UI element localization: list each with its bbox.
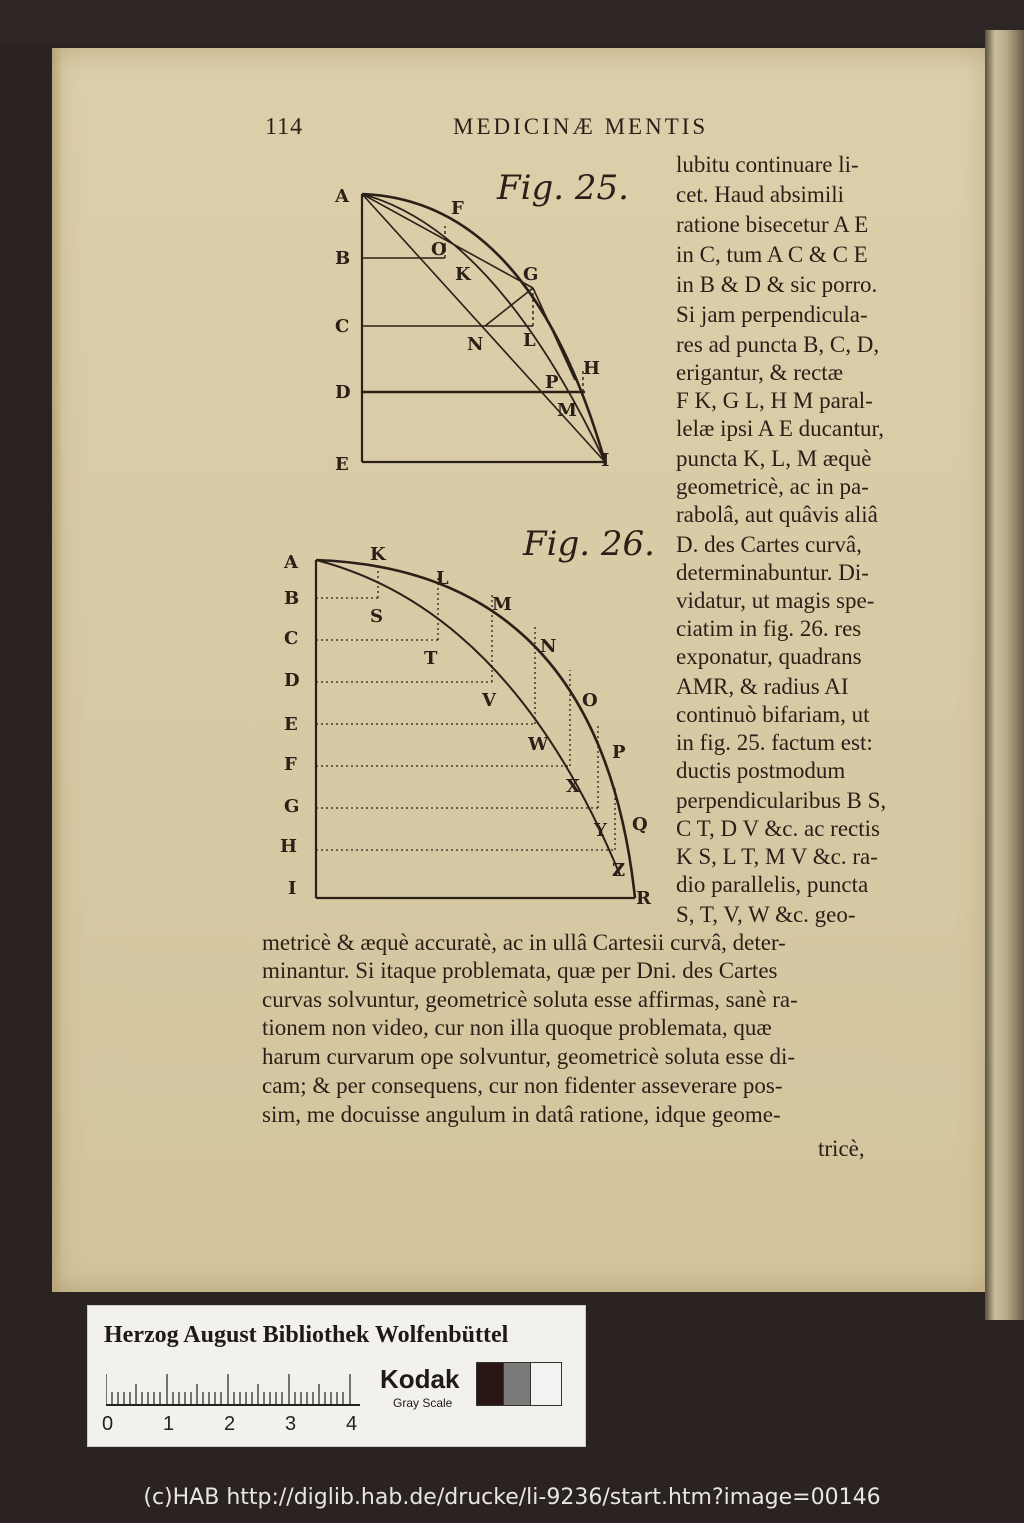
fig26-label-T: T [424, 648, 438, 669]
ruler-label-1: 1 [163, 1413, 175, 1435]
fig26-label-H: H [280, 836, 298, 857]
fig26-label-K: K [370, 544, 386, 565]
text-line: curvas solvuntur, geometricè soluta esse affirmas, sanè ra- [262, 987, 798, 1012]
text-line: sim, me docuisse angulum in datâ ratione, idque geome- [262, 1102, 781, 1127]
catchword: tricè, [818, 1136, 865, 1161]
fig25-label-B: B [335, 248, 351, 269]
figure-25-diagram [325, 160, 655, 480]
fig25-label-N: N [467, 334, 484, 355]
text-line: dio parallelis, puncta [676, 872, 869, 897]
ruler-label-0: 0 [102, 1413, 114, 1435]
fig25-label-F: F [451, 198, 464, 219]
ruler-scale [106, 1374, 360, 1406]
text-line: K S, L T, M V &c. ra- [676, 844, 878, 869]
gray-scale-label: Gray Scale [393, 1396, 453, 1410]
fig26-label-X: X [566, 776, 580, 797]
fig25-label-M: M [557, 400, 577, 421]
fig25-label-G: G [523, 264, 539, 285]
ruler-label-3: 3 [285, 1413, 297, 1435]
fig25-label-A: A [335, 186, 349, 207]
fig25-label-I: I [601, 450, 610, 471]
gray-patch-light [530, 1362, 562, 1406]
fig26-label-V: V [482, 690, 496, 711]
fig26-label-Q: Q [632, 814, 648, 835]
fig26-label-Y: Y [594, 820, 607, 841]
fig25-label-L: L [523, 330, 536, 351]
text-line: vidatur, ut magis spe- [676, 588, 875, 613]
fig26-label-S: S [370, 606, 383, 627]
ruler-label-4: 4 [346, 1413, 358, 1435]
text-line: ciatim in fig. 26. res [676, 616, 862, 641]
fig25-label-C: C [335, 316, 350, 337]
gray-patch-mid [503, 1362, 531, 1406]
fig25-label-K: K [455, 264, 471, 285]
text-line: in C, tum A C & C E [676, 242, 868, 267]
fig25-label-P: P [545, 372, 559, 393]
fig26-label-W: W [528, 734, 549, 755]
text-line: lelæ ipsi A E ducantur, [676, 416, 884, 441]
figure-25 [325, 160, 655, 480]
page-number: 114 [265, 114, 304, 140]
text-line: continuò bifariam, ut [676, 702, 870, 727]
page-header [0, 114, 1024, 148]
text-line: rabolâ, aut quâvis aliâ [676, 502, 878, 527]
text-line: cet. Haud absimili [676, 182, 844, 207]
fig26-label-O: O [582, 690, 598, 711]
fig25-label-E: E [335, 454, 349, 475]
text-line: erigantur, & rectæ [676, 360, 844, 385]
text-line: puncta K, L, M æquè [676, 446, 872, 471]
figure-26-diagram [270, 530, 675, 915]
facing-page-edge [985, 30, 1024, 1320]
kodak-logo: Kodak [380, 1364, 460, 1394]
fig26-label-L: L [436, 568, 449, 589]
text-line: tionem non video, cur non illa quoque problemata, quæ [262, 1015, 772, 1040]
color-scale-card [87, 1305, 586, 1447]
copyright-footer: (c)HAB http://diglib.hab.de/drucke/li-9236/start.htm?image=00146 [143, 1485, 881, 1510]
fig26-label-R: R [636, 888, 651, 909]
text-line: minantur. Si itaque problemata, quæ per Dni. des Cartes [262, 958, 778, 983]
fig25-label-O: O [431, 239, 447, 260]
figure-25-caption: Fig. 25. [497, 168, 629, 208]
fig25-chord-AI [362, 194, 605, 462]
text-line: exponatur, quadrans [676, 644, 862, 669]
text-line: determinabuntur. Di- [676, 560, 869, 585]
fig26-label-I: I [288, 878, 297, 899]
fig25-chord-AG [362, 194, 533, 288]
text-line: harum curvarum ope solvuntur, geometricè soluta esse di- [262, 1044, 796, 1069]
text-line: metricè & æquè accuratè, ac in ullâ Cartesii curvâ, deter- [262, 930, 786, 955]
fig26-label-D: D [284, 670, 300, 691]
fig26-label-E: E [284, 714, 298, 735]
fig26-label-M: M [492, 594, 512, 615]
text-line: S, T, V, W &c. geo- [676, 902, 856, 927]
fig26-label-G: G [284, 796, 300, 817]
fig26-label-B: B [284, 588, 300, 609]
fig26-label-Z: Z [612, 860, 626, 881]
fig26-label-F: F [284, 754, 297, 775]
fig26-quadrant-arc [316, 560, 635, 898]
figure-26 [270, 524, 675, 915]
text-line: geometricè, ac in pa- [676, 474, 869, 499]
text-line: lubitu continuare li- [676, 152, 859, 177]
fig26-label-P: P [612, 742, 626, 763]
text-line: ductis postmodum [676, 758, 846, 783]
figure-26-caption: Fig. 26. [523, 524, 655, 564]
text-line: res ad puncta B, C, D, [676, 332, 880, 357]
text-line: in fig. 25. factum est: [676, 730, 873, 755]
text-line: AMR, & radius AI [676, 674, 849, 699]
text-line: perpendicularibus B S, [676, 788, 887, 813]
page-edge-shadow [52, 48, 62, 1292]
fig25-label-H: H [583, 358, 601, 379]
gray-patch-dark [476, 1362, 504, 1406]
institution-name: Herzog August Bibliothek Wolfenbüttel [104, 1322, 509, 1348]
text-line: C T, D V &c. ac rectis [676, 816, 880, 841]
text-line: D. des Cartes curvâ, [676, 532, 862, 557]
scan-backdrop [0, 0, 1024, 44]
fig26-label-C: C [284, 628, 299, 649]
text-line: F K, G L, H M paral- [676, 388, 873, 413]
text-line: in B & D & sic porro. [676, 272, 878, 297]
fig26-label-N: N [540, 636, 557, 657]
fig26-inner-curve [316, 560, 620, 875]
text-line: cam; & per consequens, cur non fidenter asseverare pos- [262, 1073, 783, 1098]
fig26-label-A: A [284, 552, 298, 573]
fig25-label-D: D [335, 382, 351, 403]
running-title: MEDICINÆ MENTIS [453, 114, 709, 139]
fig25-line-GN [485, 288, 533, 326]
text-line: ratione bisecetur A E [676, 212, 869, 237]
ruler-label-2: 2 [224, 1413, 236, 1435]
text-line: Si jam perpendicula- [676, 302, 868, 327]
